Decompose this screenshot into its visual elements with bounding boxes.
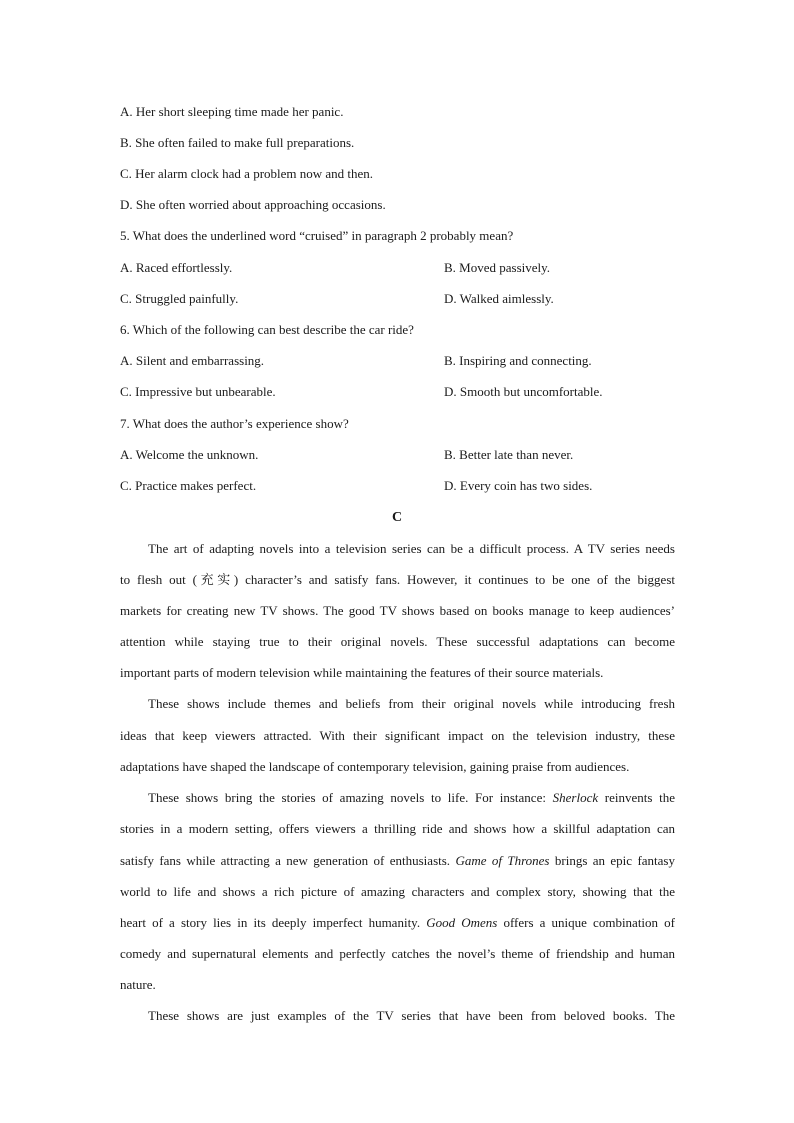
paragraph-1-line: important parts of modern television while maintaining the features of their source materials. [120,665,604,680]
paragraph-3-line: nature. [120,977,156,992]
q5-option-c: C. Struggled painfully. [120,291,239,306]
paragraph-3-line: heart of a story lies in its deeply imperfect humanity. Good Omens offers a unique combination of [120,915,675,930]
q7-option-b: B. Better late than never. [444,447,574,462]
paragraph-3-line: comedy and supernatural elements and perfectly catches the novel’s theme of friendship and human [120,946,675,961]
paragraph-3-line: stories in a modern setting, offers viewers a thrilling ride and shows how a skillful adaptation can [120,821,675,836]
paragraph-1-line: attention while staying true to their original novels. These successful adaptations can become [120,634,675,649]
q5-option-d: D. Walked aimlessly. [444,291,554,306]
q5-stem: 5. What does the underlined word “cruised” in paragraph 2 probably mean? [120,228,514,243]
q7-option-c: C. Practice makes perfect. [120,478,257,493]
paragraph-4-line: These shows are just examples of the TV series that have been from beloved books. The [148,1008,675,1023]
title-good-omens: Good Omens [426,915,498,930]
q4-option-d: D. She often worried about approaching occasions. [120,197,386,212]
paragraph-3-line: These shows bring the stories of amazing novels to life. For instance: Sherlock reinvents the [148,790,675,805]
paragraph-3-line: world to life and shows a rich picture of amazing characters and complex story, showing that the [120,884,675,899]
paragraph-1-line: markets for creating new TV shows. The good TV shows based on books manage to keep audiences’ [120,603,675,618]
q7-option-a: A. Welcome the unknown. [120,447,259,462]
q7-option-d: D. Every coin has two sides. [444,478,593,493]
paragraph-2-line: These shows include themes and beliefs from their original novels while introducing fresh [148,696,675,711]
q5-option-a: A. Raced effortlessly. [120,260,233,275]
title-sherlock: Sherlock [552,790,599,805]
q5-option-b: B. Moved passively. [444,260,551,275]
title-game-of-thrones: Game of Thrones [455,853,550,868]
paragraph-1-line: to flesh out (充实) character’s and satisfy fans. However, it continues to be one of the biggest [120,572,675,587]
q6-option-b: B. Inspiring and connecting. [444,353,592,368]
paragraph-1-line: The art of adapting novels into a television series can be a difficult process. A TV series needs [148,541,675,556]
q7-stem: 7. What does the author’s experience show? [120,416,349,431]
q6-option-d: D. Smooth but uncomfortable. [444,384,603,399]
paragraph-3-line: satisfy fans while attracting a new generation of enthusiasts. Game of Thrones brings an epic fantasy [120,853,675,868]
section-heading: C [391,510,403,525]
q6-option-c: C. Impressive but unbearable. [120,384,276,399]
q4-option-a: A. Her short sleeping time made her panic. [120,104,344,119]
q4-option-b: B. She often failed to make full preparations. [120,135,355,150]
q6-stem: 6. Which of the following can best describe the car ride? [120,322,414,337]
paragraph-2-line: adaptations have shaped the landscape of contemporary television, gaining praise from audiences. [120,759,630,774]
paragraph-2-line: ideas that keep viewers attracted. With their significant impact on the television industry, these [120,728,675,743]
q6-option-a: A. Silent and embarrassing. [120,353,265,368]
q4-option-c: C. Her alarm clock had a problem now and then. [120,166,374,181]
